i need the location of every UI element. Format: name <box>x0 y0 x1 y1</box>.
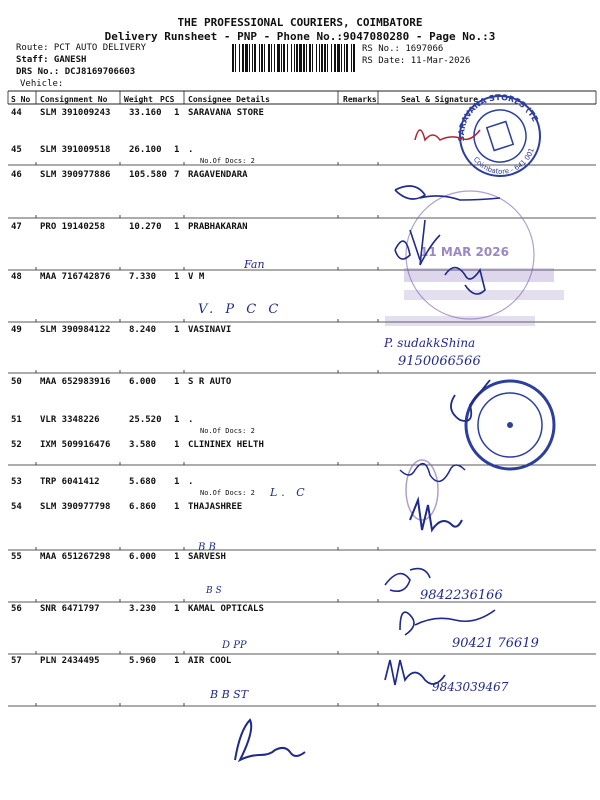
signature-54 <box>410 500 462 530</box>
row-sno: 53 <box>11 477 22 487</box>
hw-phone-3: 90421 76619 <box>452 636 539 651</box>
row-consignee: . <box>188 145 194 155</box>
row-consignee: SARAVANA STORE <box>188 108 264 118</box>
signature-47 <box>395 220 440 265</box>
rs-date: RS Date: 11-Mar-2026 <box>362 56 471 66</box>
stamp-bottom-text: Coimbatore - 641 001 <box>471 146 536 176</box>
signature-56 <box>400 610 495 635</box>
row-sno: 56 <box>11 604 22 614</box>
signature-44 <box>415 130 480 140</box>
row-weight: 33.160 <box>129 108 162 118</box>
row-consignment: PRO 19140258 <box>40 222 106 232</box>
signature-48 <box>445 268 485 295</box>
row-consignee: . <box>188 477 194 487</box>
row-pcs: 1 <box>174 108 180 118</box>
row-sno: 47 <box>11 222 22 232</box>
rs-number: RS No.: 1697066 <box>362 44 444 54</box>
row-sno: 50 <box>11 377 22 387</box>
row-sno: 45 <box>11 145 22 155</box>
row-sno: 55 <box>11 552 22 562</box>
header-weight: Weight <box>124 95 153 104</box>
hw-vpcc: V. P C C <box>198 302 283 317</box>
row-consignee: PRABHAKARAN <box>188 222 248 232</box>
signature-53 <box>400 464 465 482</box>
row-pcs: 1 <box>174 440 180 450</box>
hw-sudakkshina: P. sudakkShina <box>384 336 476 350</box>
row-consignment: TRP 6041412 <box>40 477 100 487</box>
hw-fan: Fan <box>244 258 265 271</box>
row-consignment: MAA 651267298 <box>40 552 111 562</box>
row-weight: 5.680 <box>129 477 157 487</box>
hw-phone-4: 9843039467 <box>432 680 509 694</box>
row-weight: 7.330 <box>129 272 157 282</box>
row-consignment: PLN 2434495 <box>40 656 100 666</box>
row-weight: 10.270 <box>129 222 162 232</box>
row-weight: 5.960 <box>129 656 157 666</box>
row-consignment: SLM 391009518 <box>40 145 111 155</box>
header-sno: S No <box>11 95 31 104</box>
row-consignment: VLR 3348226 <box>40 415 100 425</box>
row-weight: 3.580 <box>129 440 157 450</box>
hw-dpp: D PP <box>222 640 247 651</box>
row-docs: No.Of Docs: 2 <box>200 427 255 435</box>
row-consignee: . <box>188 415 194 425</box>
row-weight: 6.000 <box>129 377 157 387</box>
row-weight: 8.240 <box>129 325 157 335</box>
row-docs: No.Of Docs: 2 <box>200 157 255 165</box>
header-seal: Seal & Signature <box>401 95 479 104</box>
row-pcs: 1 <box>174 656 180 666</box>
hw-lc: L. C <box>270 486 309 499</box>
row-pcs: 1 <box>174 325 180 335</box>
row-consignee: THAJASHREE <box>188 502 243 512</box>
header-consignee: Consignee Details <box>188 95 270 104</box>
staff-signature <box>235 720 305 760</box>
row-consignment: MAA 652983916 <box>40 377 111 387</box>
row-sno: 44 <box>11 108 22 118</box>
staff-label: Staff: GANESH <box>16 55 87 65</box>
row-consignment: SLM 390977886 <box>40 170 111 180</box>
header-consignment: Consignment No <box>40 95 108 104</box>
row-pcs: 1 <box>174 222 180 232</box>
row-consignment: MAA 716742876 <box>40 272 111 282</box>
hw-phone-1: 9150066566 <box>398 354 481 369</box>
row-pcs: 1 <box>174 145 180 155</box>
row-consignment: SLM 390977798 <box>40 502 111 512</box>
row-pcs: 7 <box>174 170 180 180</box>
stamp-top-text: SARAVANA STORES (TEX) <box>456 92 540 142</box>
row-pcs: 1 <box>174 552 180 562</box>
row-consignee: AIR COOL <box>188 656 232 666</box>
row-pcs: 1 <box>174 377 180 387</box>
row-sno: 46 <box>11 170 22 180</box>
signature-46 <box>395 186 500 200</box>
row-consignee: VASINAVI <box>188 325 232 335</box>
row-pcs: 1 <box>174 477 180 487</box>
row-consignee: RAGAVENDARA <box>188 170 248 180</box>
signature-50 <box>451 380 490 421</box>
vehicle-label: Vehicle: <box>20 79 64 89</box>
row-consignee: S R AUTO <box>188 377 232 387</box>
row-weight: 26.100 <box>129 145 162 155</box>
row-consignment: SNR 6471797 <box>40 604 100 614</box>
row-consignee: SARVESH <box>188 552 226 562</box>
hw-bb: B B <box>198 542 216 553</box>
company-title: THE PROFESSIONAL COURIERS, COIMBATORE <box>177 16 423 29</box>
row-sno: 52 <box>11 440 22 450</box>
row-consignment: SLM 390984122 <box>40 325 111 335</box>
header-pcs: PCS <box>160 95 175 104</box>
row-pcs: 1 <box>174 604 180 614</box>
row-pcs: 1 <box>174 415 180 425</box>
row-weight: 6.000 <box>129 552 157 562</box>
row-weight: 25.520 <box>129 415 162 425</box>
route-label: Route: PCT AUTO DELIVERY <box>16 43 147 53</box>
row-docs: No.Of Docs: 2 <box>200 489 255 497</box>
hw-bs: B S <box>206 586 222 596</box>
date-stamp-text: 11 MAR 2026 <box>420 245 509 259</box>
row-weight: 3.230 <box>129 604 157 614</box>
row-consignment: IXM 509916476 <box>40 440 111 450</box>
runsheet-subtitle: Delivery Runsheet - PNP - Phone No.:9047080280 - Page No.:3 <box>104 30 496 43</box>
row-pcs: 1 <box>174 502 180 512</box>
row-weight: 105.580 <box>129 170 167 180</box>
row-sno: 57 <box>11 656 22 666</box>
row-weight: 6.860 <box>129 502 157 512</box>
row-consignee: KAMAL OPTICALS <box>188 604 264 614</box>
hw-bbst: B B ST <box>210 688 249 701</box>
row-consignee: CLININEX HELTH <box>188 440 264 450</box>
drs-label: DRS No.: DCJ8169706603 <box>16 67 136 77</box>
row-consignment: SLM 391009243 <box>40 108 111 118</box>
row-pcs: 1 <box>174 272 180 282</box>
row-consignee: V M <box>188 272 205 282</box>
row-sno: 54 <box>11 502 22 512</box>
row-sno: 48 <box>11 272 22 282</box>
row-sno: 49 <box>11 325 22 335</box>
header-remarks: Remarks <box>343 95 377 104</box>
hw-phone-2: 9842236166 <box>420 588 503 603</box>
row-sno: 51 <box>11 415 22 425</box>
